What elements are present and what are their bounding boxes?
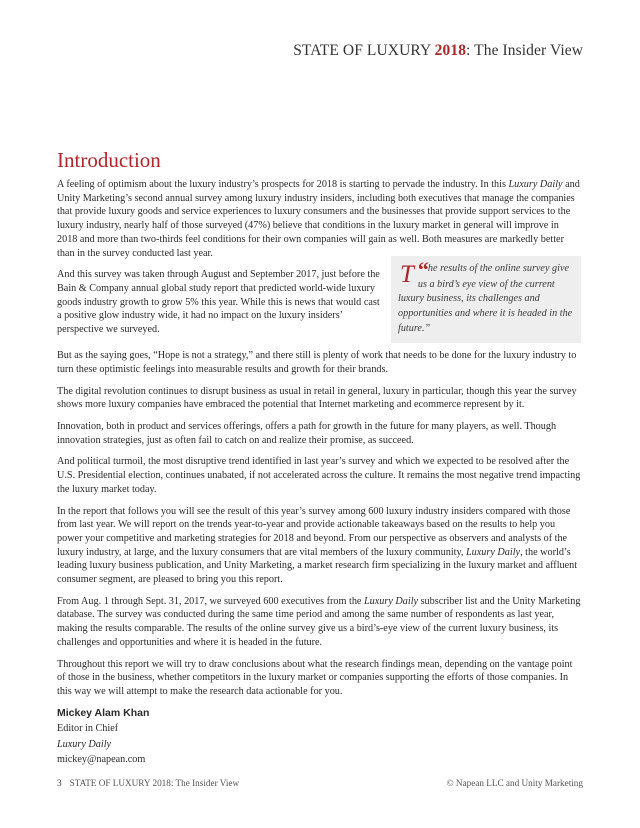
paragraph-1 xyxy=(57,178,581,260)
paragraph-9: Throughout this report we will try to draw conclusions about what the research findings mean, depending on the vantage point of those in the business, whether competitors in the luxury market or companies supporting the efforts of those companies. In this way we will attempt to make the research data actionable for you. xyxy=(57,658,573,697)
page-footer xyxy=(57,778,583,788)
footer-title: STATE OF LUXURY 2018: The Insider View xyxy=(69,778,240,788)
article-body xyxy=(57,148,581,768)
signature-email: mickey@napean.com xyxy=(57,753,146,765)
paragraph-4: The digital revolution continues to disrupt business as usual in retail in general, luxury in particular, though this year the survey shows more luxury companies have embraced the potential that Internet marketing and ecommerce represent by it. xyxy=(57,385,577,411)
paragraph-5: Innovation, both in product and services offerings, offers a path for growth in the future for many players, as well. Though innovation strategies, just as often fail to catch on and realize their promise, as succeed. xyxy=(57,421,557,446)
paragraph-7 xyxy=(57,505,581,587)
paragraph-2-row xyxy=(57,257,581,343)
footer-left xyxy=(57,778,239,788)
signature-block xyxy=(57,707,581,767)
header-year: 2018 xyxy=(434,42,467,59)
p8-text-b: subscriber list and the Unity Marketing database. The survey was conducted during the same time period and among the same number of respondents as last year, making the results comparable. The results of the online survey give us a bird’s-eye view of the current luxury business, its challenges and opportunities and where it is headed in the future. xyxy=(57,595,581,648)
page-title: Introduction xyxy=(57,148,161,172)
footer-copyright: © Napean LLC and Unity Marketing xyxy=(446,778,583,788)
p7-text-b: , the world’s leading luxury business publication, and Unity Marketing, a market research firm specializing in the luxury market and affluent consumer segment, are pleased to bring you this report. xyxy=(57,546,578,586)
paragraph-6: And political turmoil, the most disruptive trend identified in last year’s survey and which we expected to be resolved after the U.S. Presidential election, continues unabated, if not accelerated across the culture. It remains the most negative trend impacting the luxury market today. xyxy=(57,456,581,495)
quote-mark-icon: “ xyxy=(417,257,428,283)
pull-quote xyxy=(391,256,581,343)
quote-dropcap: T xyxy=(400,261,414,289)
p7-text-a: In the report that follows you will see the result of this year’s survey among 600 luxury industry insiders compared with those from last year. We will report on the trends year-to-year and provide actionable takeaways based on the results to help you power your competitive and marketing strategies for 2018 and beyond. From our perspective as observers and analysts of the luxury industry, at large, and the luxury consumers that are vital members of the luxury community, xyxy=(57,505,571,558)
running-header xyxy=(293,42,583,60)
header-title-suffix: : The Insider View xyxy=(466,42,583,59)
signature-role: Editor in Chief xyxy=(57,723,119,735)
signature-name: Mickey Alam Khan xyxy=(57,706,150,719)
header-title-prefix: STATE OF LUXURY xyxy=(293,42,435,59)
p1-publication: Luxury Daily xyxy=(508,179,563,190)
quote-text: he results of the online survey give us a bird’s eye view of the current luxury business, its challenges and opportunities and where it is headed in the future.” xyxy=(398,263,573,334)
signature-publication-text: Luxury Daily xyxy=(57,738,112,750)
paragraph-8 xyxy=(57,595,581,650)
signature-publication xyxy=(57,738,581,752)
p8-text-a: From Aug. 1 through Sept. 31, 2017, we surveyed 600 executives from the xyxy=(57,595,364,607)
p1-text-a: A feeling of optimism about the luxury industry’s prospects for 2018 is starting to pervade the industry. In this xyxy=(57,179,509,190)
p1-text-b: and Unity Marketing’s second annual survey among luxury industry insiders, including both executives that manage the companies that provide luxury goods and service experiences to luxury consumers and the businesses that provide support services to the luxury industry, nearly half of those surveyed (47%) believe that conditions in the luxury market in general will improve in 2018 and more than two-thirds feel conditions for their own companies will gain as well. Both measures are markedly better than in the survey conducted last year. xyxy=(57,179,580,259)
paragraph-2: And this survey was taken through August and September 2017, just before the Bain & Company annual global study report that predicted world-wide luxury goods industry growth to grow 5% this year. While this is news that would cast a positive glow industry wide, it had no impact on the luxury insiders’ perspective we surveyed. xyxy=(57,269,380,336)
p7-publication: Luxury Daily xyxy=(466,546,521,558)
page-number: 3 xyxy=(57,778,62,788)
p8-publication: Luxury Daily xyxy=(364,595,419,607)
paragraph-3: But as the saying goes, “Hope is not a strategy,” and there still is plenty of work that needs to be done for the luxury industry to turn these optimistic feelings into measurable results and growth for their brands. xyxy=(57,350,577,375)
